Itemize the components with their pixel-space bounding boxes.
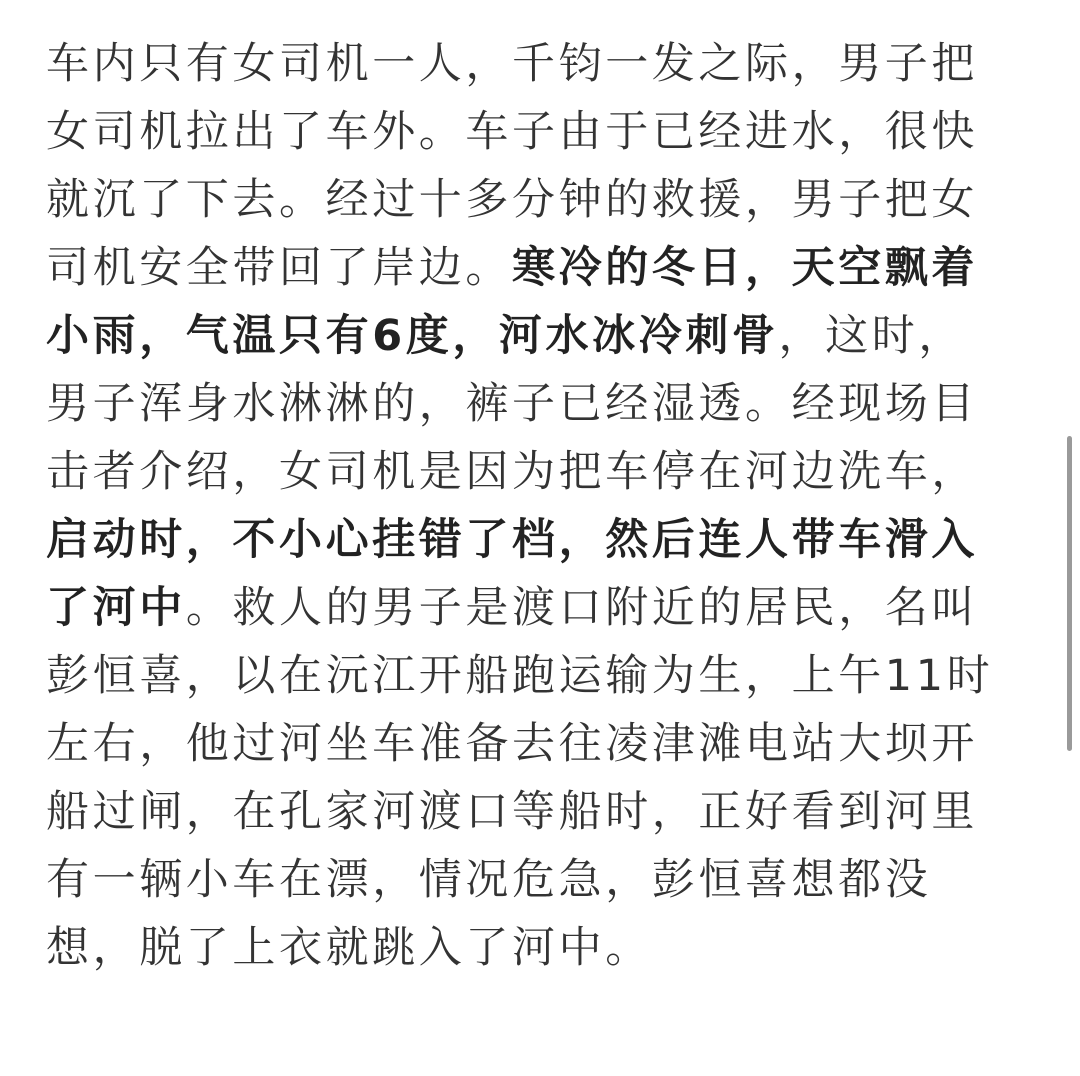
text-segment: 司机安全带回了岸边。	[46, 243, 512, 293]
text-line	[46, 30, 1036, 98]
text-line	[46, 438, 1036, 506]
text-line	[46, 302, 1036, 370]
text-segment: 就沉了下去。经过十多分钟的救援，男子把女	[46, 175, 978, 225]
text-line	[46, 234, 1036, 302]
text-segment: 。救人的男子是渡口附近的居民，名叫	[185, 583, 979, 633]
text-line	[46, 914, 1036, 982]
text-line	[46, 574, 1036, 642]
text-line	[46, 98, 1036, 166]
text-line	[46, 506, 1036, 574]
bold-text-segment: 了河中	[46, 583, 186, 633]
bold-text-segment: 启动时，不小心挂错了档，然后连人带车滑入	[46, 515, 978, 565]
bold-text-segment: 小雨，气温只有6度，河水冰冷刺骨	[46, 311, 779, 361]
article-body	[46, 30, 1036, 982]
text-segment: 船过闸，在孔家河渡口等船时，正好看到河里	[46, 787, 978, 837]
text-segment: ，这时，	[778, 311, 965, 361]
text-segment: 女司机拉出了车外。车子由于已经进水，很快	[46, 107, 978, 157]
text-segment: 想，脱了上衣就跳入了河中。	[46, 923, 652, 973]
text-segment: 左右，他过河坐车准备去往凌津滩电站大坝开	[46, 719, 978, 769]
text-line	[46, 710, 1036, 778]
bold-text-segment: 寒冷的冬日，天空飘着	[512, 243, 978, 293]
text-segment: 彭恒喜，以在沅江开船跑运输为生，上午11时	[46, 651, 994, 701]
text-segment: 男子浑身水淋淋的，裤子已经湿透。经现场目	[46, 379, 978, 429]
vertical-scrollbar[interactable]	[1067, 436, 1072, 751]
text-line	[46, 370, 1036, 438]
text-segment: 击者介绍，女司机是因为把车停在河边洗车，	[46, 447, 978, 497]
text-line	[46, 166, 1036, 234]
text-line	[46, 778, 1036, 846]
text-line	[46, 642, 1036, 710]
text-line	[46, 846, 1036, 914]
text-segment: 有一辆小车在漂，情况危急，彭恒喜想都没	[46, 855, 932, 905]
text-segment: 车内只有女司机一人，千钧一发之际，男子把	[46, 39, 978, 89]
